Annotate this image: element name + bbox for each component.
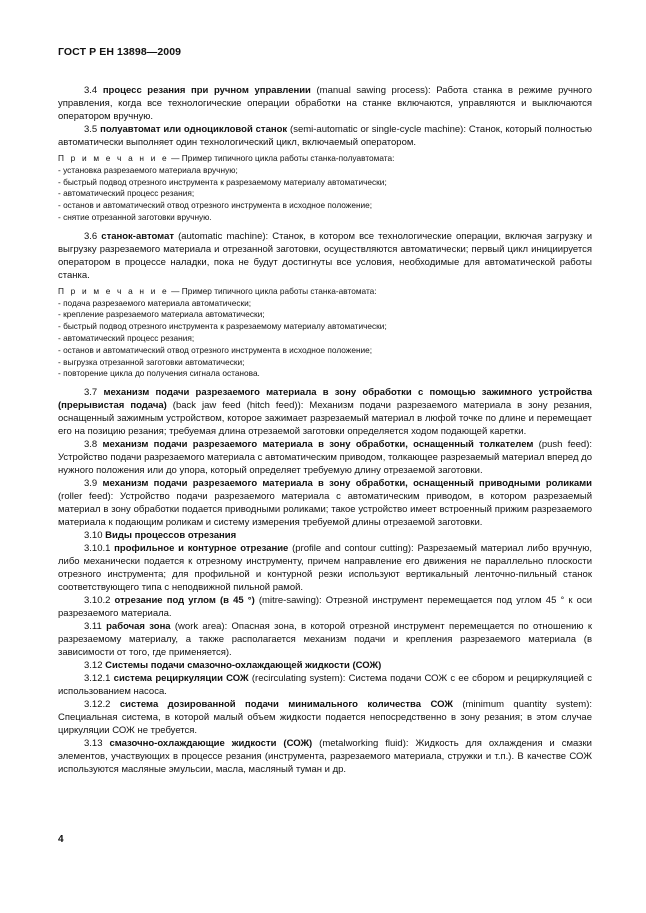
clause-number: 3.9	[84, 478, 98, 490]
clause-3-9	[58, 477, 592, 529]
clause-3-10	[58, 529, 592, 542]
note-heading	[58, 286, 592, 298]
clause-3-6	[58, 230, 592, 282]
clause-3-12	[58, 659, 592, 672]
note-item: - выгрузка отрезанной заготовки автоматически;	[58, 356, 245, 367]
clause-term: профильное и контурное отрезание	[114, 543, 289, 555]
clause-number: 3.8	[84, 439, 98, 451]
clause-definition: (profile and contour cutting): Разрезаемый материал либо вручную, либо механически подается к отрезному инструменту, причем направление его движения не параллельно плоскости отрезного инструмента; для профильной и контурной резки используют вертикальный ленточно-пильный станок соответствующего типа с неподвижной пильной рамой.	[58, 543, 592, 594]
clause-term: система рециркуляции СОЖ	[113, 673, 249, 685]
note-item: - останов и автоматический отвод отрезного инструмента в исходное положение;	[58, 344, 373, 355]
clause-3-4	[58, 84, 592, 123]
clause-definition: (manual sawing process): Работа станка в режиме ручного управления, когда все технологические операции обработки на станке включаются, управляются и выключаются оператором вручную.	[58, 85, 593, 122]
clause-3-5	[58, 123, 592, 149]
note-item: - установка разрезаемого материала вручную;	[58, 164, 238, 175]
clause-definition: (minimum quantity system): Специальная система, в которой малый объем жидкости подается непосредственно в зону резания; в этом случае циркуляции СОЖ не требуется.	[58, 699, 593, 737]
clause-number: 3.10.2	[84, 595, 111, 607]
clause-number: 3.10	[84, 530, 103, 542]
clause-term: механизм подачи разрезаемого материала в зону обработки с помощью зажимного устройства (прерывистая подача)	[58, 387, 593, 412]
note-item: - крепление разрезаемого материала автоматически;	[58, 309, 265, 320]
clause-number: 3.12	[84, 660, 103, 672]
clause-3-11	[58, 620, 592, 659]
note-intro: — Пример типичного цикла работы станка-полуавтомата:	[168, 153, 395, 163]
clause-term: полуавтомат или одноцикловой станок	[100, 124, 288, 135]
note-label: П р и м е ч а н и е	[58, 285, 169, 296]
clause-term: система дозированной подачи минимального количества СОЖ	[119, 699, 453, 711]
clause-3-12-2	[58, 698, 592, 737]
clause-number: 3.13	[84, 738, 103, 750]
clause-definition: (recirculating system): Система подачи СОЖ с ее сбором и рециркуляцией с использованием насоса.	[58, 673, 592, 698]
clause-number: 3.4	[84, 85, 98, 96]
clause-number: 3.12.2	[84, 699, 111, 711]
clause-3-12-1	[58, 672, 592, 698]
document-body	[58, 84, 592, 776]
clause-3-10-1	[58, 542, 592, 594]
clause-definition: (automatic machine): Станок, в котором все технологические операции, включая загрузку и выгрузку разрезаемого материала и отрезанной заготовки, осуществляются автоматически; первый цикл инициируется оператором в процессе наладки, пока не будут достигнуты все условия, необходимые для автоматической работы станка.	[58, 230, 592, 281]
clause-term: рабочая зона	[106, 621, 171, 633]
clause-definition: (semi-automatic or single-cycle machine): Станок, который полностью автоматически выполняет один технологический цикл, включаемый оператором.	[58, 124, 592, 148]
clause-term: механизм подачи разрезаемого материала в зону обработки, оснащенный приводными роликами	[102, 478, 592, 490]
note-item: - повторение цикла до получения сигнала останова.	[58, 368, 260, 379]
clause-number: 3.7	[84, 387, 98, 399]
clause-definition: (roller feed): Устройство подачи разрезаемого материала с автоматическим приводом, в котором разрезаемый материал в зону обработки подается приводными роликами; такое устройство имеет встроенный прижим разрезаемого материала к подающим роликам и систему измерения требуемой длины отрезаемой заготовки.	[58, 491, 592, 529]
clause-definition: (back jaw feed (hitch feed)): Механизм подачи разрезаемого материала в зону резания, оснащенный зажимным устройством, которое зажимает разрезаемый материал в люфой точке по длине и перемещает его на позицию резания; требуемая длина отрезаемой заготовки определяется ходом подающей каретки.	[58, 400, 592, 438]
clause-term: Системы подачи смазочно-охлаждающей жидкости (СОЖ)	[105, 660, 382, 672]
note-item: - автоматический процесс резания;	[58, 332, 195, 343]
note-item: - подача разрезаемого материала автоматически;	[58, 297, 252, 308]
clause-definition: (metalworking fluid): Жидкость для охлаждения и смазки элементов, участвующих в процессе резания (инструмента, разрезаемого материала, стружки и т.п.). В качестве СОЖ используются масляные эмульсии, масла, масляный туман и др.	[58, 738, 592, 776]
clause-3-10-2	[58, 594, 592, 620]
document-header: ГОСТ Р ЕН 13898—2009	[58, 46, 182, 58]
clause-3-8	[58, 438, 592, 477]
note-item: - быстрый подвод отрезного инструмента к разрезаемому материалу автоматически;	[58, 321, 387, 332]
clause-term: процесс резания при ручном управлении	[102, 85, 311, 96]
note-item: - снятие отрезанной заготовки вручную.	[58, 211, 212, 222]
clause-definition: (work area): Опасная зона, в которой отрезной инструмент перемещается по отношению к разрезаемому материалу, а также располагается механизм подачи и крепления разрезаемого материала (в зависимости от того, где применяется).	[58, 621, 593, 659]
clause-term: механизм подачи разрезаемого материала в зону обработки, оснащенный толкателем	[102, 439, 534, 451]
note-label: П р и м е ч а н и е	[58, 153, 169, 163]
page-number: 4	[58, 834, 64, 845]
clause-number: 3.12.1	[84, 673, 111, 685]
note-semi-automatic-cycle	[58, 153, 592, 224]
note-automatic-cycle	[58, 286, 592, 380]
note-item: - автоматический процесс резания;	[58, 188, 195, 199]
clause-term: станок-автомат	[101, 230, 175, 242]
note-item: - быстрый подвод отрезного инструмента к разрезаемому материалу автоматически;	[58, 176, 387, 187]
clause-term: Виды процессов отрезания	[105, 530, 237, 542]
note-intro: — Пример типичного цикла работы станка-автомата:	[168, 285, 377, 296]
clause-3-13	[58, 737, 592, 776]
clause-number: 3.10.1	[84, 543, 111, 555]
clause-number: 3.11	[84, 621, 102, 633]
clause-definition: (mitre-sawing): Отрезной инструмент перемещается под углом 45 ° к оси разрезаемого материала.	[58, 595, 593, 620]
note-heading	[58, 153, 592, 165]
clause-3-7	[58, 386, 592, 438]
clause-number: 3.5	[84, 124, 98, 135]
note-item: - останов и автоматический отвод отрезного инструмента в исходное положение;	[58, 200, 373, 211]
clause-number: 3.6	[84, 230, 98, 242]
clause-term: отрезание под углом (в 45 °)	[114, 595, 255, 607]
clause-definition: (push feed): Устройство подачи разрезаемого материала с автоматическим приводом, толкающее разрезаемый материал вперед до нужного положения или до упора, который определяет требуемую длину отрезаемой заготовки.	[58, 439, 593, 477]
clause-term: смазочно-охлаждающие жидкости (СОЖ)	[109, 738, 313, 750]
